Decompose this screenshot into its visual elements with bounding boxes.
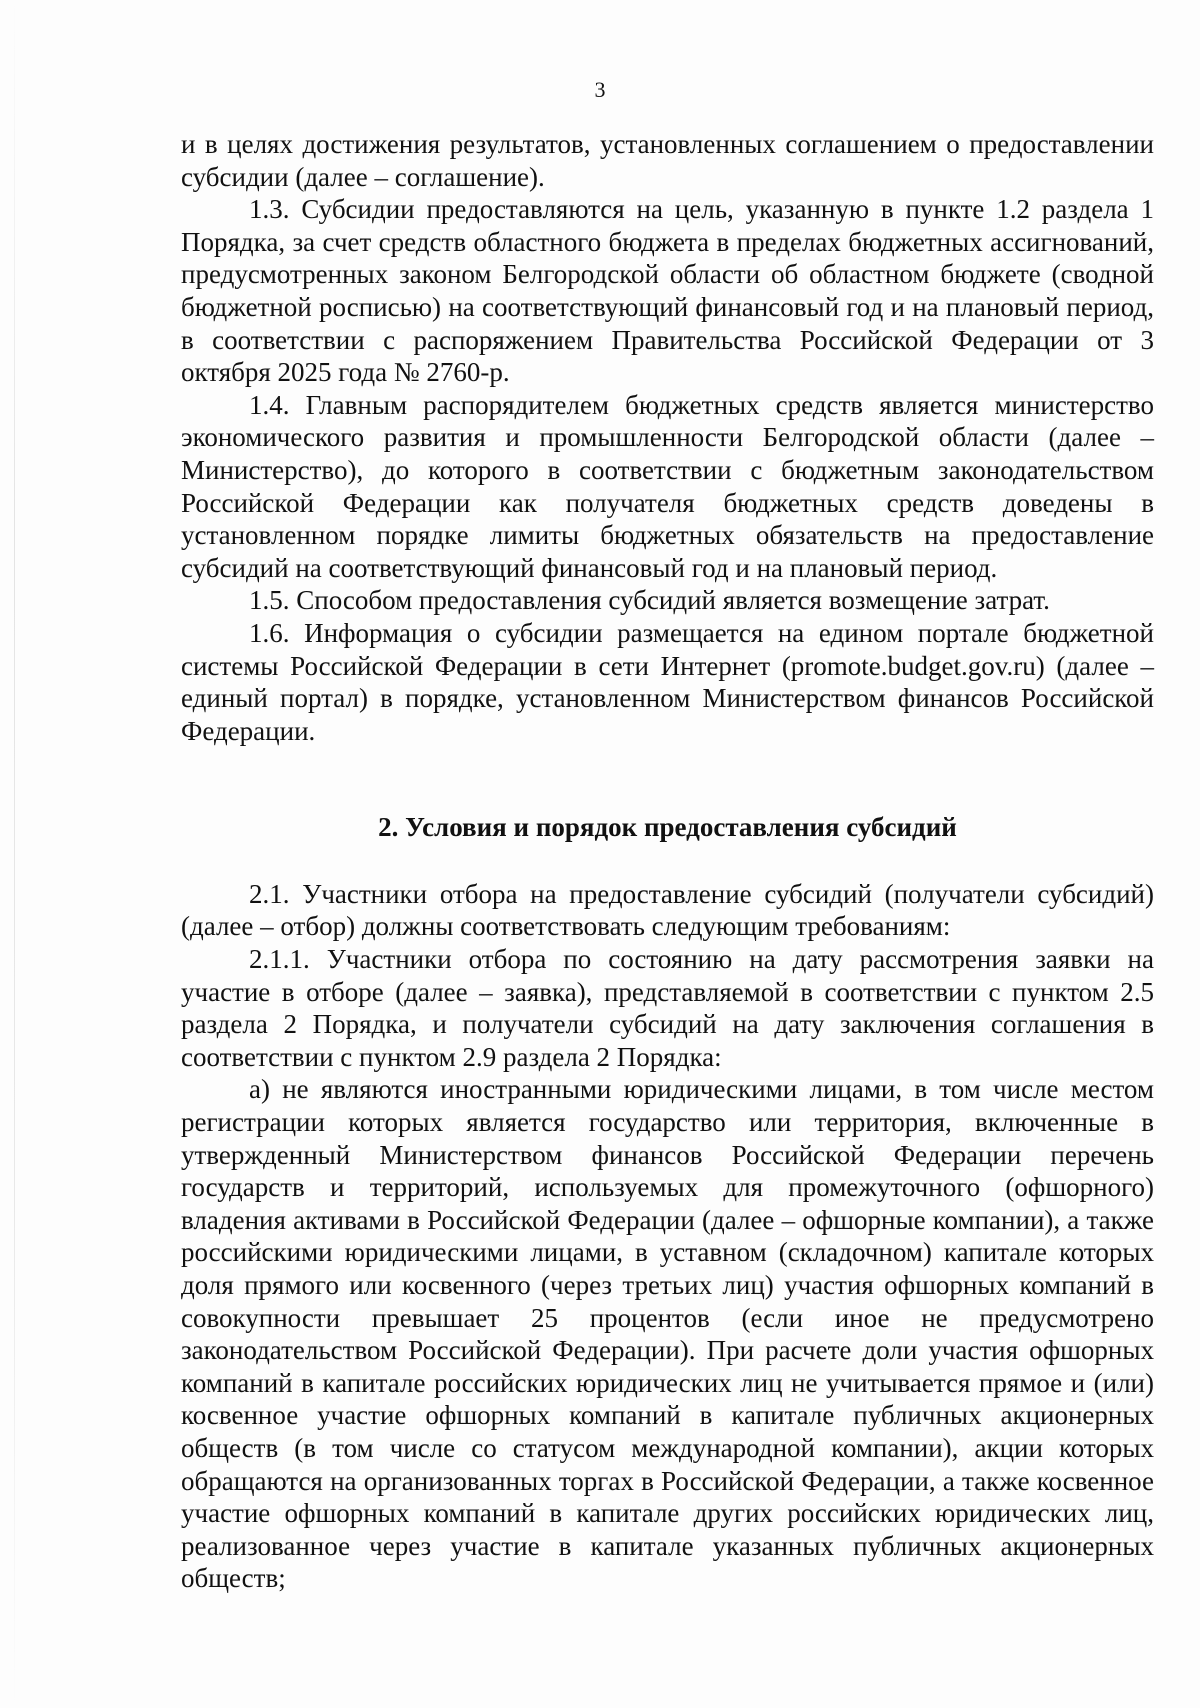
section-heading: 2. Условия и порядок предоставления субсидий	[378, 812, 957, 843]
paragraph-2-1: 2.1. Участники отбора на предоставление субсидий (получатели субсидий) (далее – отбор) должны соответствовать следующим требованиям:	[181, 878, 1154, 942]
paragraph-2-1-1-a: а) не являются иностранными юридическими лицами, в том числе местом регистрации которых является государство или территория, включенные в утвержденный Министерством финансов Российской Федерации перечень государств и территорий, используемых для промежуточного (офшорного) владения активами в Российской Федерации (далее – офшорные компании), а также российскими юридическими лицами, в уставном (складочном) капитале которых доля прямого или косвенного (через третьих лиц) участия офшорных компаний в совокупности превышает 25 процентов (если иное не предусмотрено законодательством Российской Федерации). При расчете доли участия офшорных компаний в капитале российских юридических лиц не учитывается прямое и (или) косвенное участие офшорных компаний в капитале публичных акционерных обществ (в том числе со статусом международной компании), акции которых обращаются на организованных торгах в Российской Федерации, а также косвенное участие офшорных компаний в капитале других российских юридических лиц, реализованное через участие в капитале указанных публичных акционерных обществ;	[181, 1074, 1154, 1594]
paragraph-1-4: 1.4. Главным распорядителем бюджетных средств является министерство экономического развития и промышленности Белгородской области (далее – Министерство), до которого в соответствии с бюджетным законодательством Российской Федерации как получателя бюджетных средств доведены в установленном порядке лимиты бюджетных обязательств на предоставление субсидий на соответствующий финансовый год и на плановый период.	[181, 389, 1154, 583]
document-body	[181, 128, 1154, 1595]
paragraphs-bottom	[181, 878, 1154, 1595]
paragraph-1-3: 1.3. Субсидии предоставляются на цель, указанную в пункте 1.2 раздела 1 Порядка, за счет средств областного бюджета в пределах бюджетных ассигнований, предусмотренных законом Белгородской области об областном бюджете (сводной бюджетной росписью) на соответствующий финансовый год и на плановый период, в соответствии с распоряжением Правительства Российской Федерации от 3 октября 2025 года № 2760-р.	[181, 194, 1154, 388]
page-number: 3	[594, 77, 606, 102]
paragraph-1-5: 1.5. Способом предоставления субсидий является возмещение затрат.	[249, 585, 1050, 616]
scan-edge	[14, 0, 15, 1708]
paragraph-continuation: и в целях достижения результатов, установленных соглашением о предоставлении субсидии (далее – соглашение).	[181, 129, 1154, 192]
paragraphs-top	[181, 128, 1154, 747]
paragraph-2-1-1: 2.1.1. Участники отбора по состоянию на дату рассмотрения заявки на участие в отборе (далее – заявка), представляемой в соответствии с пунктом 2.5 раздела 2 Порядка, и получатели субсидий на дату заключения соглашения в соответствии с пунктом 2.9 раздела 2 Порядка:	[181, 944, 1154, 1072]
paragraph-1-6: 1.6. Информация о субсидии размещается на едином портале бюджетной системы Российской Федерации в сети Интернет (promote.budget.gov.ru) (далее – единый портал) в порядке, установленном Министерством финансов Российской Федерации.	[181, 617, 1154, 746]
